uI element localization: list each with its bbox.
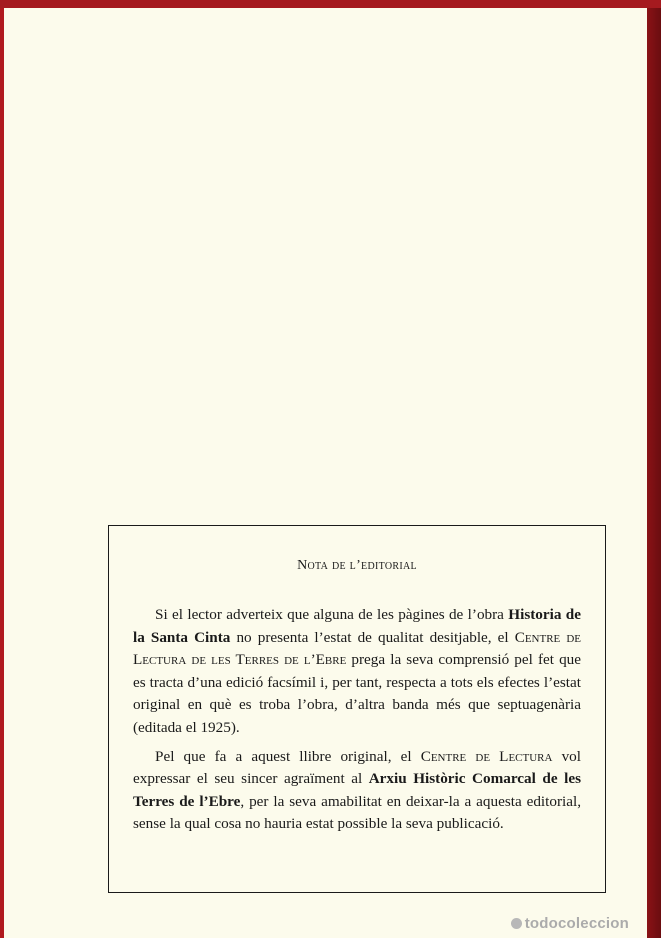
book-page (4, 8, 647, 938)
note-p2-archive-name: Arxiu Històric Comarcal de les Terres de l’Ebre (133, 770, 581, 810)
note-p1-institution: Centre de Lectura de les Terres de l’Ebre (133, 628, 582, 669)
note-p2-institution: Centre de Lectura (420, 747, 553, 765)
book-cover-top-edge (0, 0, 661, 8)
watermark-text: todocoleccion (524, 915, 629, 932)
book-cover-right-edge (647, 8, 661, 938)
note-p1-book-title: Historia de la Santa Cinta (133, 606, 581, 646)
note-p1-text-2: no presenta l’estat de qualitat desitjable, el (230, 628, 515, 646)
note-title: Nota de l’editorial (297, 558, 417, 573)
watermark-logo-icon (511, 918, 522, 929)
note-paragraph-2 (133, 746, 581, 836)
note-p1-text-3: prega la seva comprensió pel fet que es tracta d’una edició facsímil i, per tant, respecta a tots els efectes l’estat original en què es troba l’obra, d’altra banda més que septuagenària (editada el 1925). (133, 651, 581, 736)
note-p2-text-2: vol expressar el seu sincer agraïment al (133, 747, 581, 788)
note-p1-text-1: Si el lector adverteix que alguna de les pàgines de l’obra (155, 606, 509, 623)
note-paragraph-1 (133, 604, 581, 740)
note-body (133, 604, 581, 842)
editorial-note-box (108, 525, 606, 893)
watermark (511, 915, 629, 932)
note-p2-text-1: Pel que fa a aquest llibre original, el (155, 747, 421, 765)
note-p2-text-3: , per la seva amabilitat en deixar-la a aquesta editorial, sense la qual cosa no hauria estat possible la seva publicació. (133, 792, 581, 833)
